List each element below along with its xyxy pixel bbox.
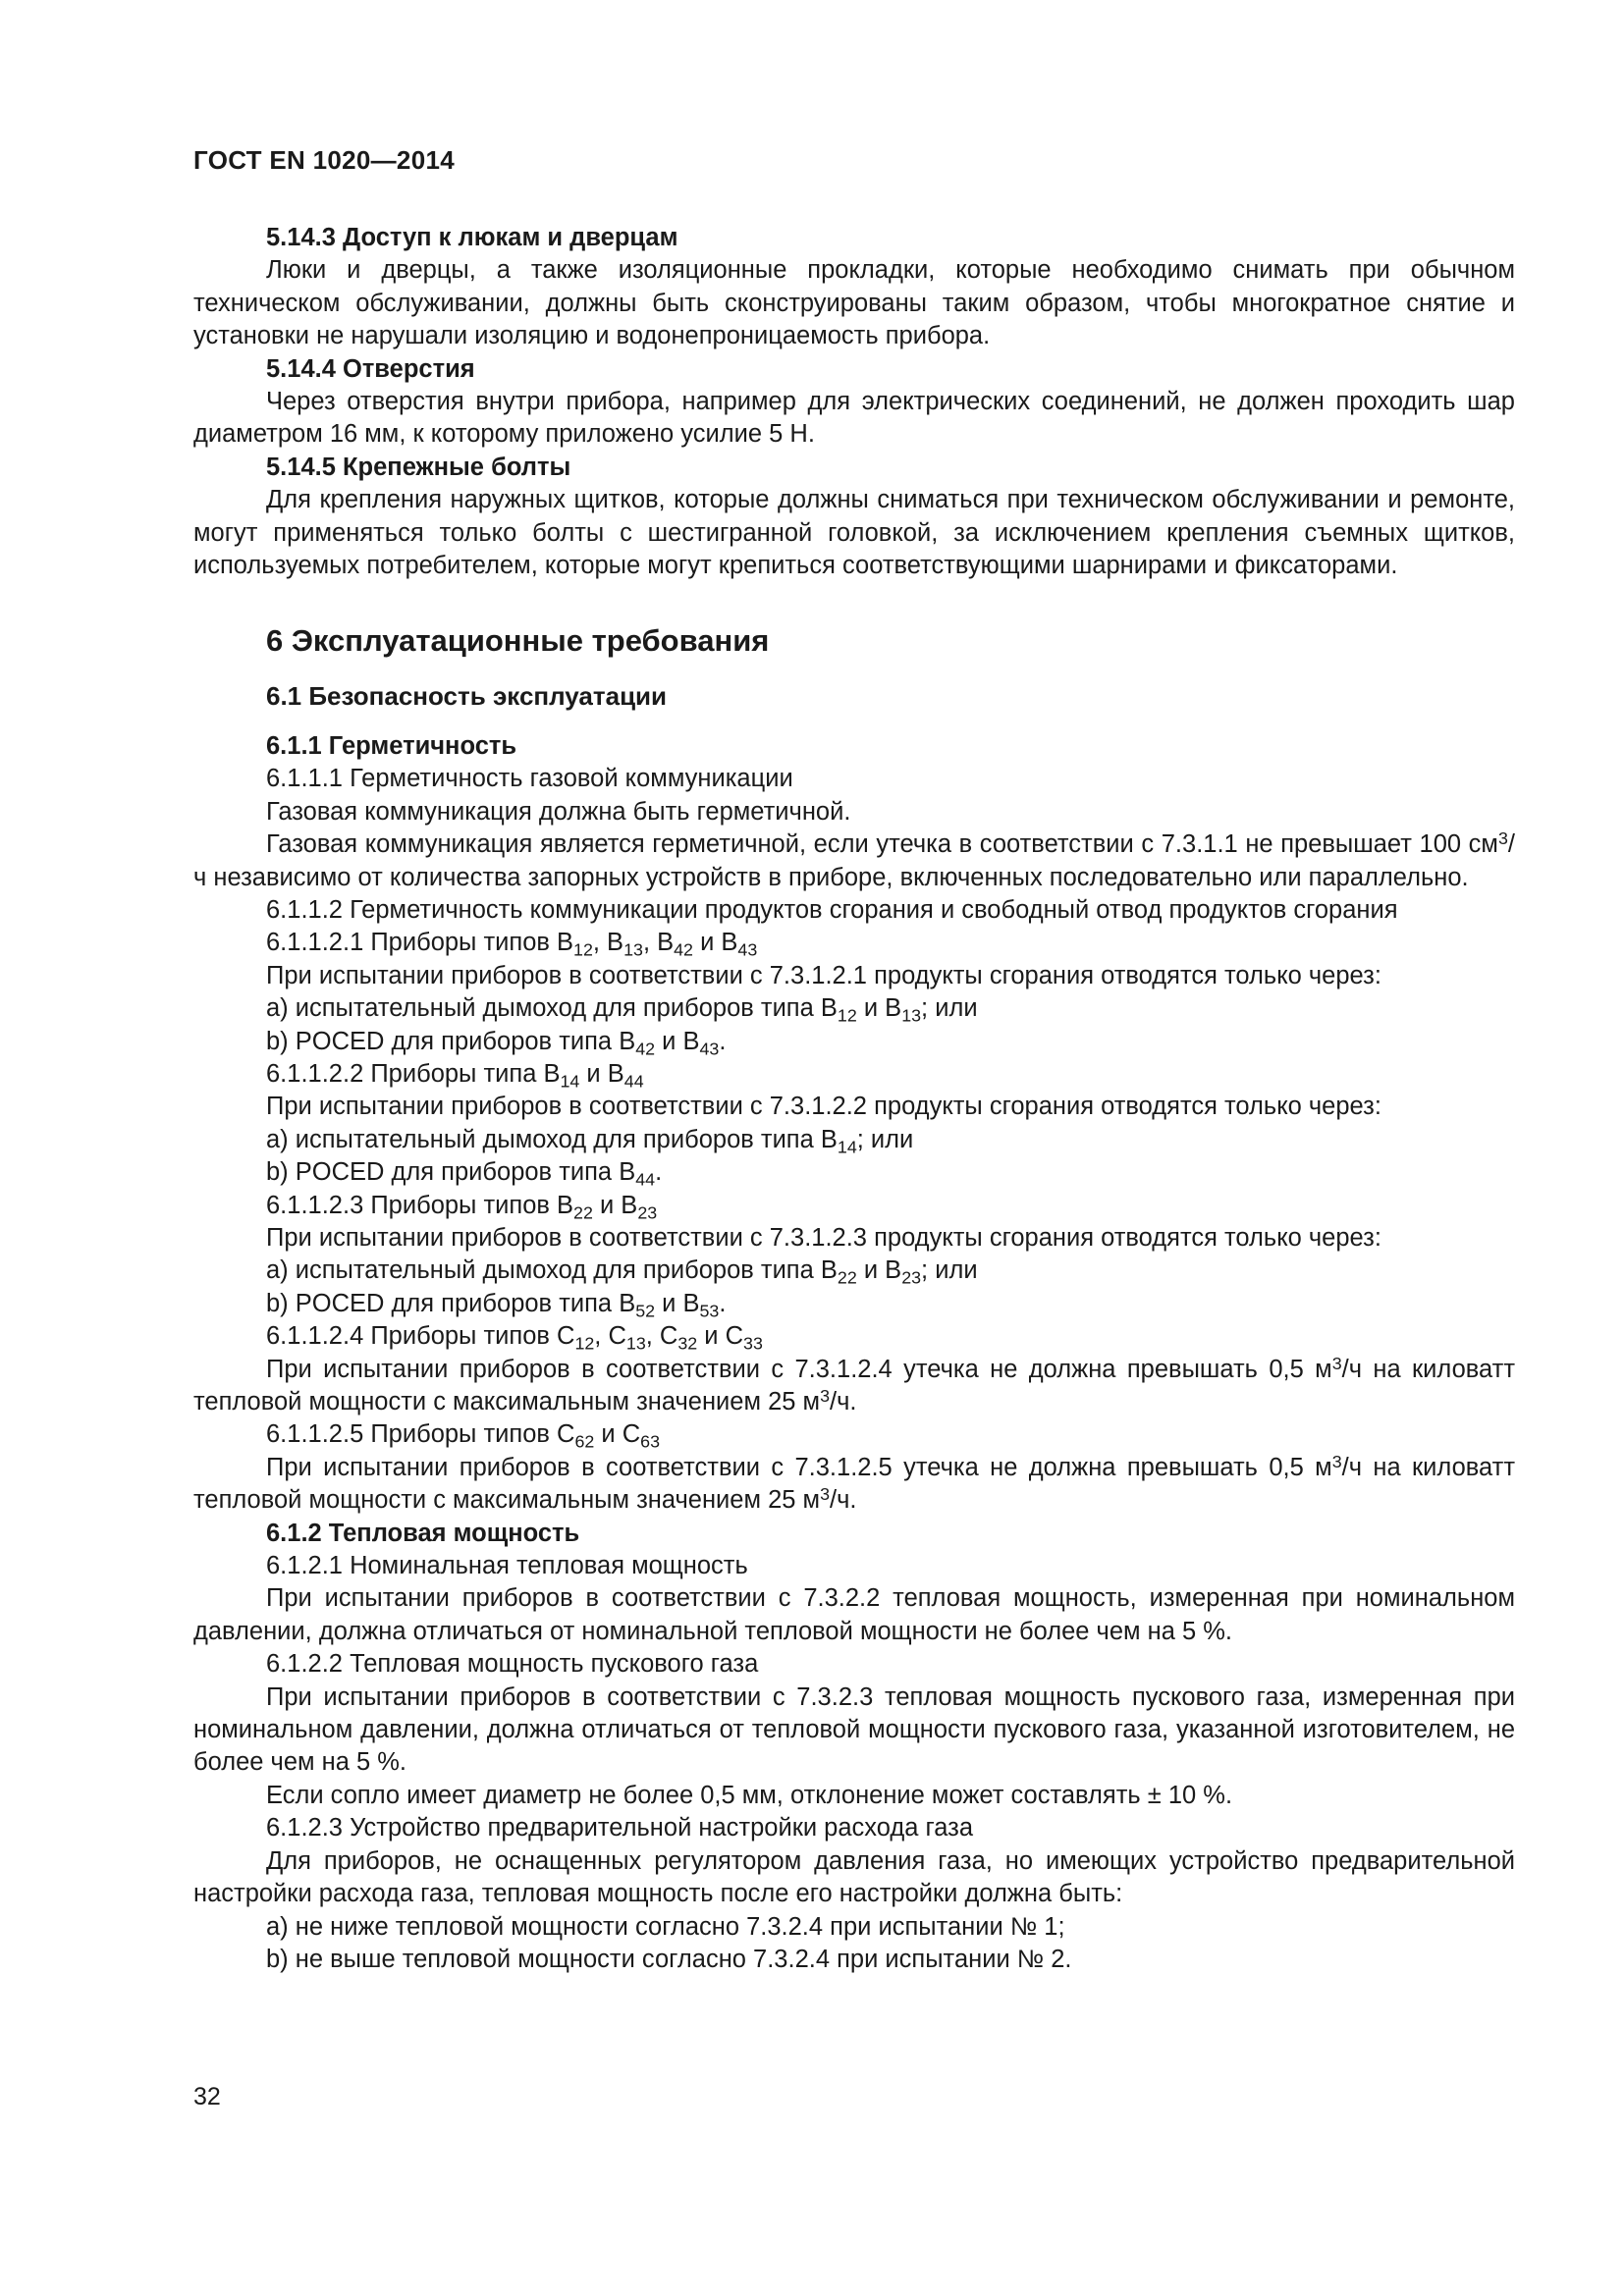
clause-title: 6.1.1.2 Герметичность коммуникации продуктов сгорания и свободный отвод продуктов сгорания bbox=[266, 895, 1398, 924]
list-item: b) POCED для приборов типа $B_{52}$ и $B_{53}$. bbox=[266, 1289, 727, 1321]
clause-title: 6.1.1.2.5 Приборы типов $C_{62}$ и $C_{63}$ bbox=[266, 1420, 660, 1452]
paragraph: При испытании приборов в соответствии с 7.3.1.2.4 утечка не должна превышать 0,5 $м^3/ч$ на киловатт тепловой мощности с максимальным значением 25 $м^3/ч$. bbox=[193, 1353, 1515, 1415]
section-heading-6-1: 6.1 Безопасность эксплуатации bbox=[266, 681, 668, 712]
paragraph: Для приборов, не оснащенных регулятором давления газа, но имеющих устройство предварительной настройки расхода газа, тепловая мощность после его настройки должна быть: bbox=[193, 1846, 1515, 1908]
paragraph: При испытании приборов в соответствии с 7.3.1.2.5 утечка не должна превышать 0,5 $м^3/ч$ на киловатт тепловой мощности с максимальным значением 25 $м^3/ч$. bbox=[193, 1451, 1515, 1515]
list-item: b) не выше тепловой мощности согласно 7.3.2.4 при испытании № 2. bbox=[266, 1945, 1072, 1973]
paragraph: При испытании приборов в соответствии с 7.3.1.2.1 продукты сгорания отводятся только через: bbox=[266, 961, 1381, 989]
section-heading-6-1-1: 6.1.1 Герметичность bbox=[266, 731, 517, 760]
list-item: a) испытательный дымоход для приборов типа $B_{12}$ и $B_{13}$; или bbox=[266, 994, 978, 1026]
section-heading-5-14-5: 5.14.5 Крепежные болты bbox=[266, 453, 571, 481]
paragraph: Для крепления наружных щитков, которые должны сниматься при техническом обслуживании и ремонте, могут применяться только болты с шестигранной головкой, за исключением крепления съемных щитков, используемых потребителем, которые могут крепиться соответствующими шарнирами и фиксаторами. bbox=[193, 486, 1515, 580]
paragraph: Газовая коммуникация является герметичной, если утечка в соответствии с 7.3.1.1 не превышает 100 $см^3/ч$ независимо от количества запорных устройств в приборе, включенных последовательно или параллельно. bbox=[193, 828, 1515, 891]
clause-title: 6.1.1.1 Герметичность газовой коммуникации bbox=[266, 765, 793, 793]
section-heading-5-14-3: 5.14.3 Доступ к люкам и дверцам bbox=[266, 224, 678, 251]
page-content bbox=[193, 222, 1515, 1976]
list-item: b) POCED для приборов типа $B_{44}$. bbox=[266, 1158, 663, 1190]
clause-title: 6.1.1.2.2 Приборы типа $B_{14}$ и $B_{44}$ bbox=[266, 1059, 644, 1092]
clause-title: 6.1.1.2.1 Приборы типов $B_{12}$, $B_{13}$, $B_{42}$ и $B_{43}$ bbox=[266, 929, 758, 960]
paragraph: Газовая коммуникация должна быть герметичной. bbox=[266, 797, 851, 826]
list-item: a) не ниже тепловой мощности согласно 7.3.2.4 при испытании № 1; bbox=[266, 1912, 1065, 1941]
section-heading-6-1-2: 6.1.2 Тепловая мощность bbox=[266, 1519, 580, 1547]
paragraph: Если сопло имеет диаметр не более 0,5 мм, отклонение может составлять ± 10 %. bbox=[266, 1781, 1233, 1809]
list-item: a) испытательный дымоход для приборов типа $B_{22}$ и $B_{23}$; или bbox=[266, 1256, 978, 1288]
paragraph: При испытании приборов в соответствии с 7.3.1.2.2 продукты сгорания отводятся только через: bbox=[266, 1093, 1381, 1121]
clause-title: 6.1.2.2 Тепловая мощность пускового газа bbox=[266, 1650, 759, 1679]
clause-title: 6.1.2.3 Устройство предварительной настройки расхода газа bbox=[266, 1814, 974, 1842]
paragraph: При испытании приборов в соответствии с 7.3.1.2.3 продукты сгорания отводятся только через: bbox=[266, 1223, 1381, 1252]
paragraph: При испытании приборов в соответствии с 7.3.2.2 тепловая мощность, измеренная при номинальном давлении, должна отличаться от номинальной тепловой мощности не более чем на 5 %. bbox=[193, 1584, 1515, 1645]
paragraph: При испытании приборов в соответствии с 7.3.2.3 тепловая мощность пускового газа, измеренная при номинальном давлении, должна отличаться от тепловой мощности пускового газа, указанной изготовителем, не более чем на 5 %. bbox=[193, 1682, 1515, 1777]
page-number: 32 bbox=[193, 2083, 221, 2110]
document-header: ГОСТ EN 1020—2014 bbox=[193, 145, 455, 175]
paragraph: Люки и дверцы, а также изоляционные прокладки, которые необходимо снимать при обычном техническом обслуживании, должны быть сконструированы таким образом, чтобы многократное снятие и установки не нарушали изоляцию и водонепроницаемость прибора. bbox=[193, 256, 1515, 350]
paragraph: Через отверстия внутри прибора, например для электрических соединений, не должен проходить шар диаметром 16 мм, к которому приложено усилие 5 Н. bbox=[193, 388, 1515, 449]
list-item: b) POCED для приборов типа $B_{42}$ и $B_{43}$. bbox=[266, 1027, 727, 1058]
chapter-heading-6: 6 Эксплуатационные требования bbox=[266, 623, 770, 659]
clause-title: 6.1.1.2.3 Приборы типов $B_{22}$ и $B_{23}$ bbox=[266, 1191, 658, 1222]
list-item: a) испытательный дымоход для приборов типа $B_{14}$; или bbox=[266, 1125, 914, 1157]
clause-title: 6.1.2.1 Номинальная тепловая мощность bbox=[266, 1552, 748, 1580]
clause-title: 6.1.1.2.4 Приборы типов $C_{12}$, $C_{13}$, $C_{32}$ и $C_{33}$ bbox=[266, 1322, 763, 1354]
section-heading-5-14-4: 5.14.4 Отверстия bbox=[266, 354, 475, 383]
